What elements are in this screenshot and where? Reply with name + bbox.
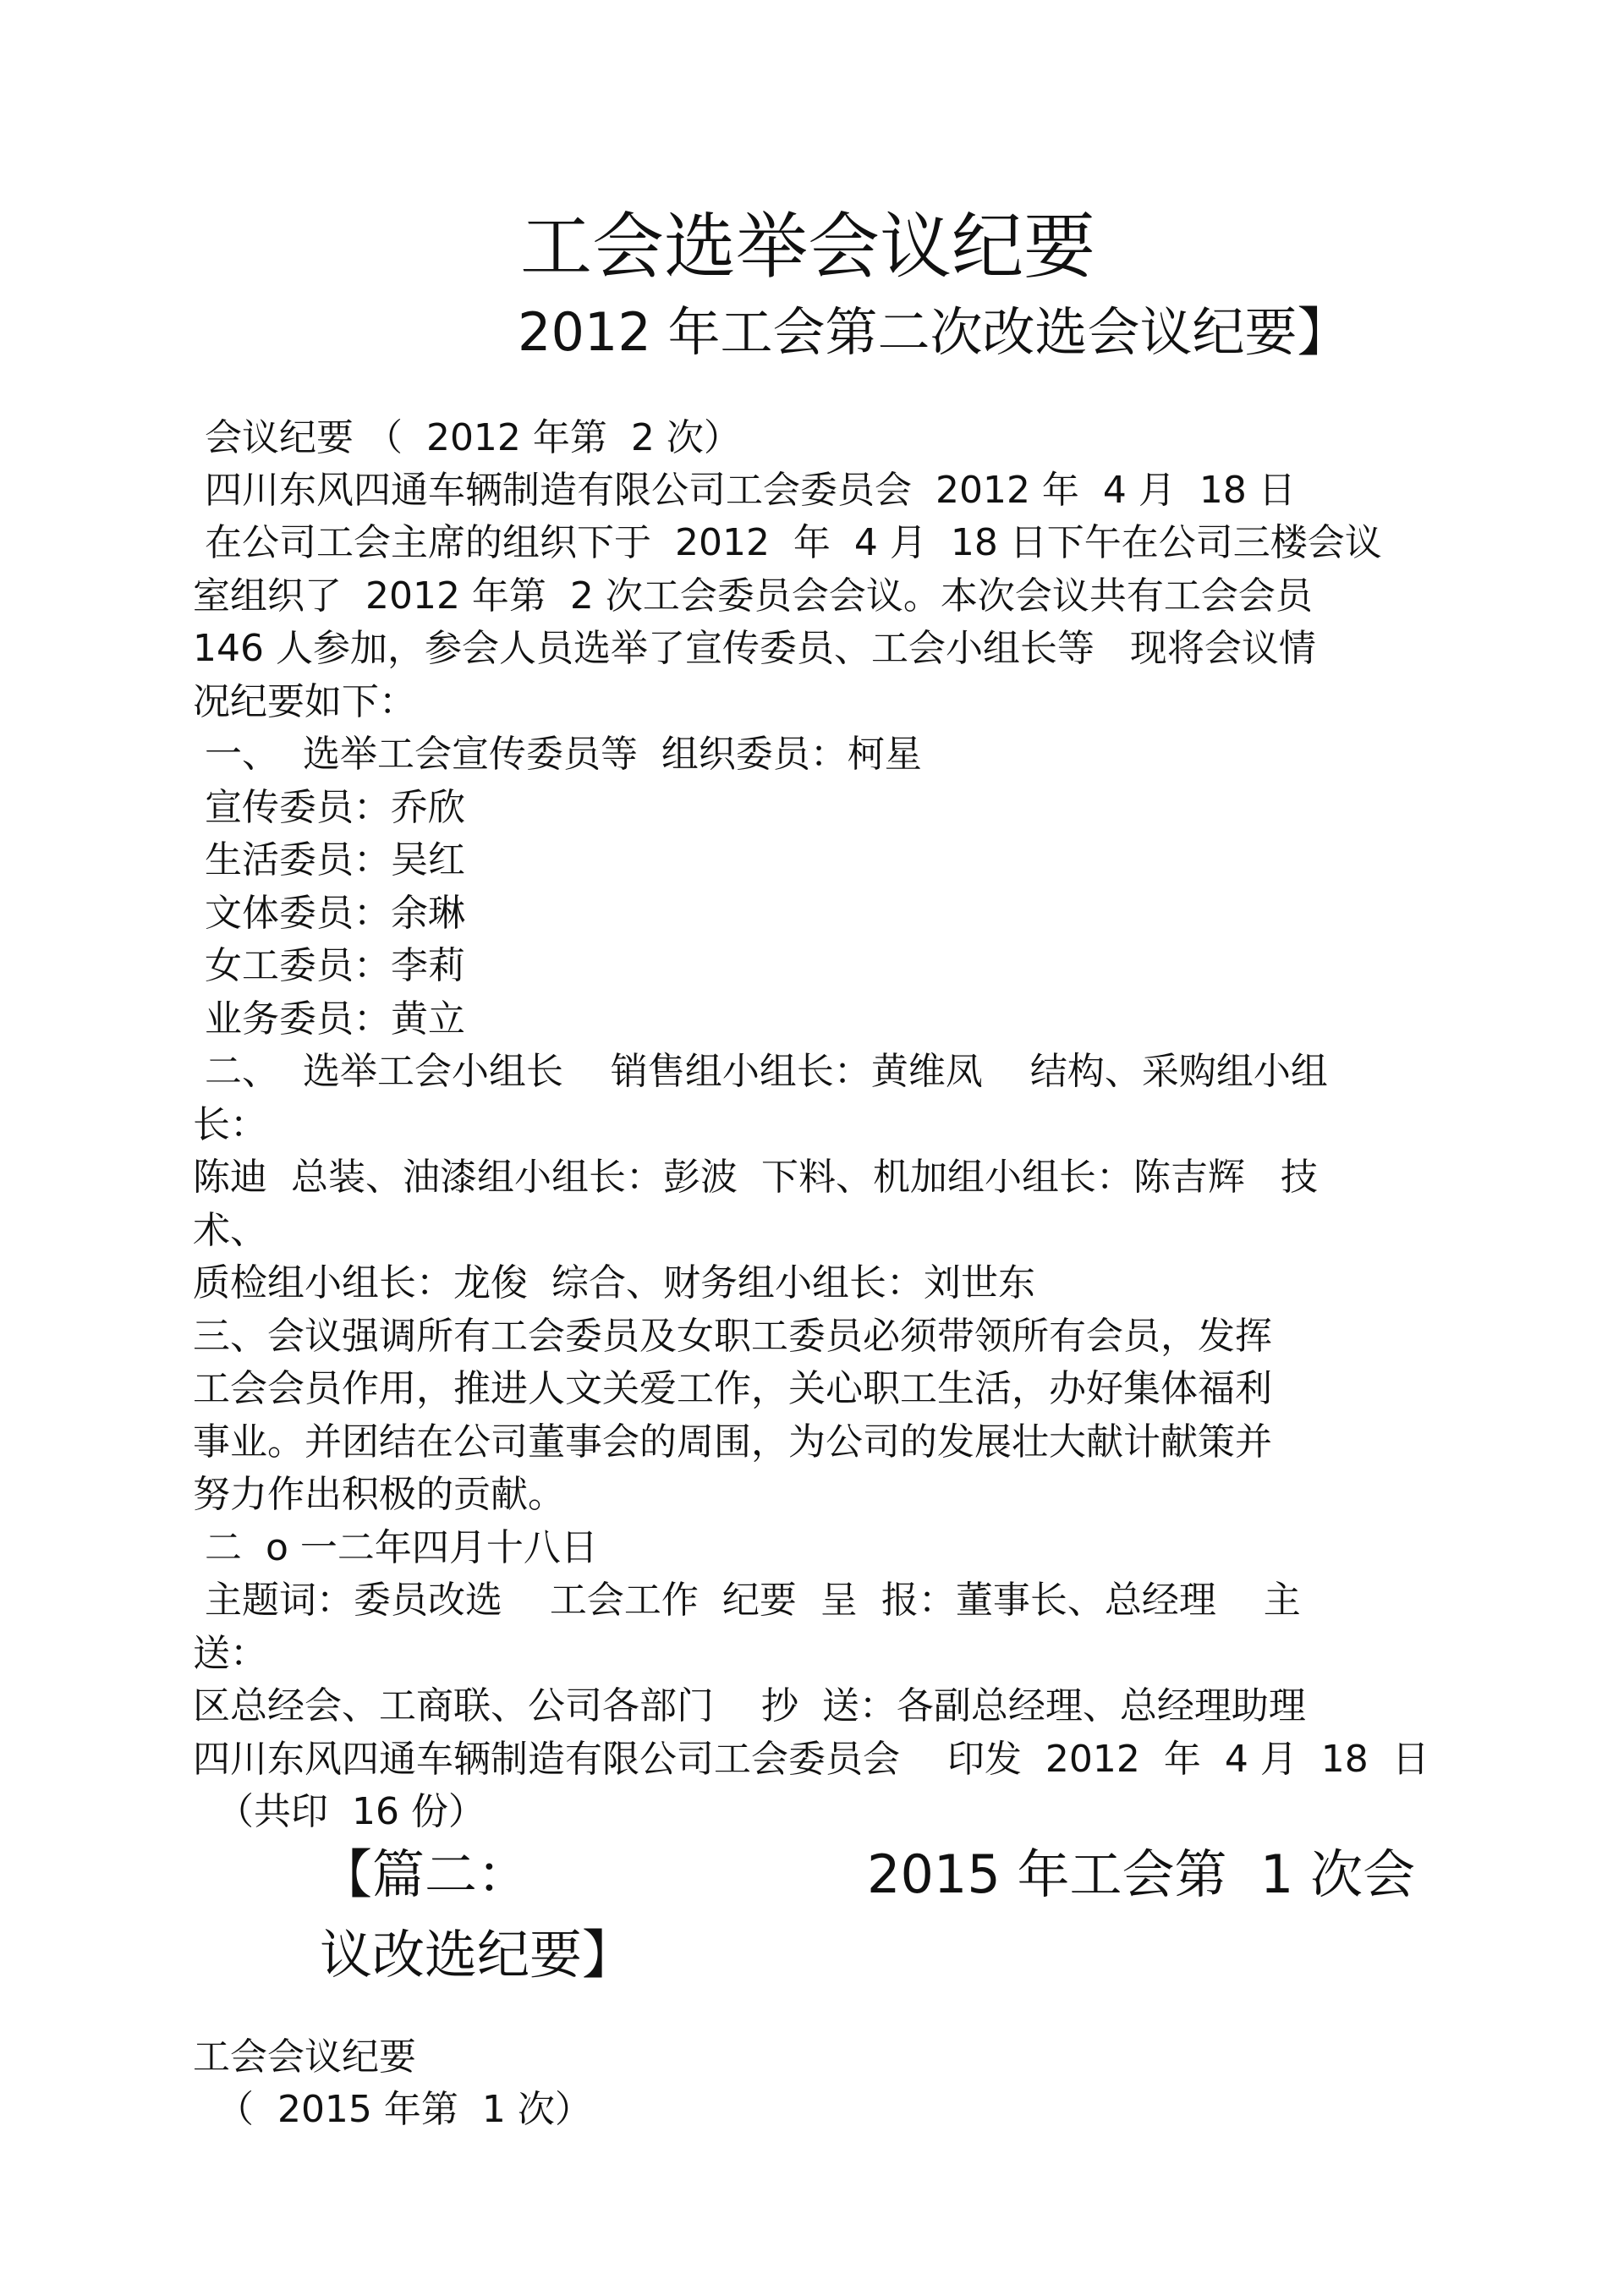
body-line: 生活委员：吴红 xyxy=(193,838,465,882)
body-line: 二、 选举工会小组长 销售组小组长：黄维凤 结构、采购组小组 xyxy=(193,1050,1328,1093)
body-line: 长： xyxy=(193,1103,267,1146)
document-title: 工会选举会议纪要 xyxy=(520,206,1096,289)
body-line: 努力作出积极的贡献。 xyxy=(193,1473,565,1516)
document-subtitle: 2012 年工会第二次改选会议纪要】 xyxy=(518,301,1350,363)
body-line: 陈迪 总装、油漆组小组长：彭波 下料、机加组小组长：陈吉辉 技 xyxy=(193,1156,1318,1199)
section2-heading-left: 【篇二： xyxy=(320,1843,530,1905)
body-line: 送： xyxy=(193,1632,267,1675)
body-line: 宣传委员：乔欣 xyxy=(193,786,465,829)
body-line: 文体委员：余琳 xyxy=(193,892,465,935)
body-line: 会议纪要 （ 2012 年第 2 次） xyxy=(193,416,741,459)
body-line: 三、会议强调所有工会委员及女职工委员必须带领所有会员，发挥 xyxy=(193,1315,1272,1358)
body-line: 质检组小组长：龙俊 综合、财务组小组长：刘世东 xyxy=(193,1261,1035,1305)
body-line: 工会会员作用，推进人文关爱工作，关心职工生活，办好集体福利 xyxy=(193,1367,1272,1410)
body-line: （共印 16 份） xyxy=(193,1790,486,1833)
body-line: 主题词：委员改选 工会工作 纪要 呈 报：董事长、总经理 主 xyxy=(193,1579,1301,1622)
body-line: 四川东风四通车辆制造有限公司工会委员会 印发 2012 年 4 月 18 日 xyxy=(193,1738,1429,1781)
section2-heading-right: 2015 年工会第 1 次会 xyxy=(867,1843,1416,1905)
section2-heading-line2: 议改选纪要】 xyxy=(320,1924,635,1986)
body-line: 四川东风四通车辆制造有限公司工会委员会 2012 年 4 月 18 日 xyxy=(193,469,1296,512)
body-line: 况纪要如下： xyxy=(193,680,416,723)
body-line: 室组织了 2012 年第 2 次工会委员会会议。本次会议共有工会会员 xyxy=(193,574,1313,618)
body-line: 146 人参加，参会人员选举了宣传委员、工会小组长等 现将会议情 xyxy=(193,627,1316,670)
body-line: 一、 选举工会宣传委员等 组织委员：柯星 xyxy=(193,733,922,776)
body-line: 术、 xyxy=(193,1209,267,1252)
body-line: 在公司工会主席的组织下于 2012 年 4 月 18 日下午在公司三楼会议 xyxy=(193,521,1382,564)
body-line: 业务委员：黄立 xyxy=(193,997,465,1041)
body-line: 区总经会、工商联、公司各部门 抄 送：各副总经理、总经理助理 xyxy=(193,1684,1306,1727)
body-line: 事业。并团结在公司董事会的周围，为公司的发展壮大献计献策并 xyxy=(193,1420,1272,1464)
body-line: （ 2015 年第 1 次） xyxy=(193,2088,592,2131)
body-line: 女工委员：李莉 xyxy=(193,944,465,987)
body-line: 工会会议纪要 xyxy=(193,2035,416,2079)
body-line: 二 o 一二年四月十八日 xyxy=(193,1526,598,1569)
